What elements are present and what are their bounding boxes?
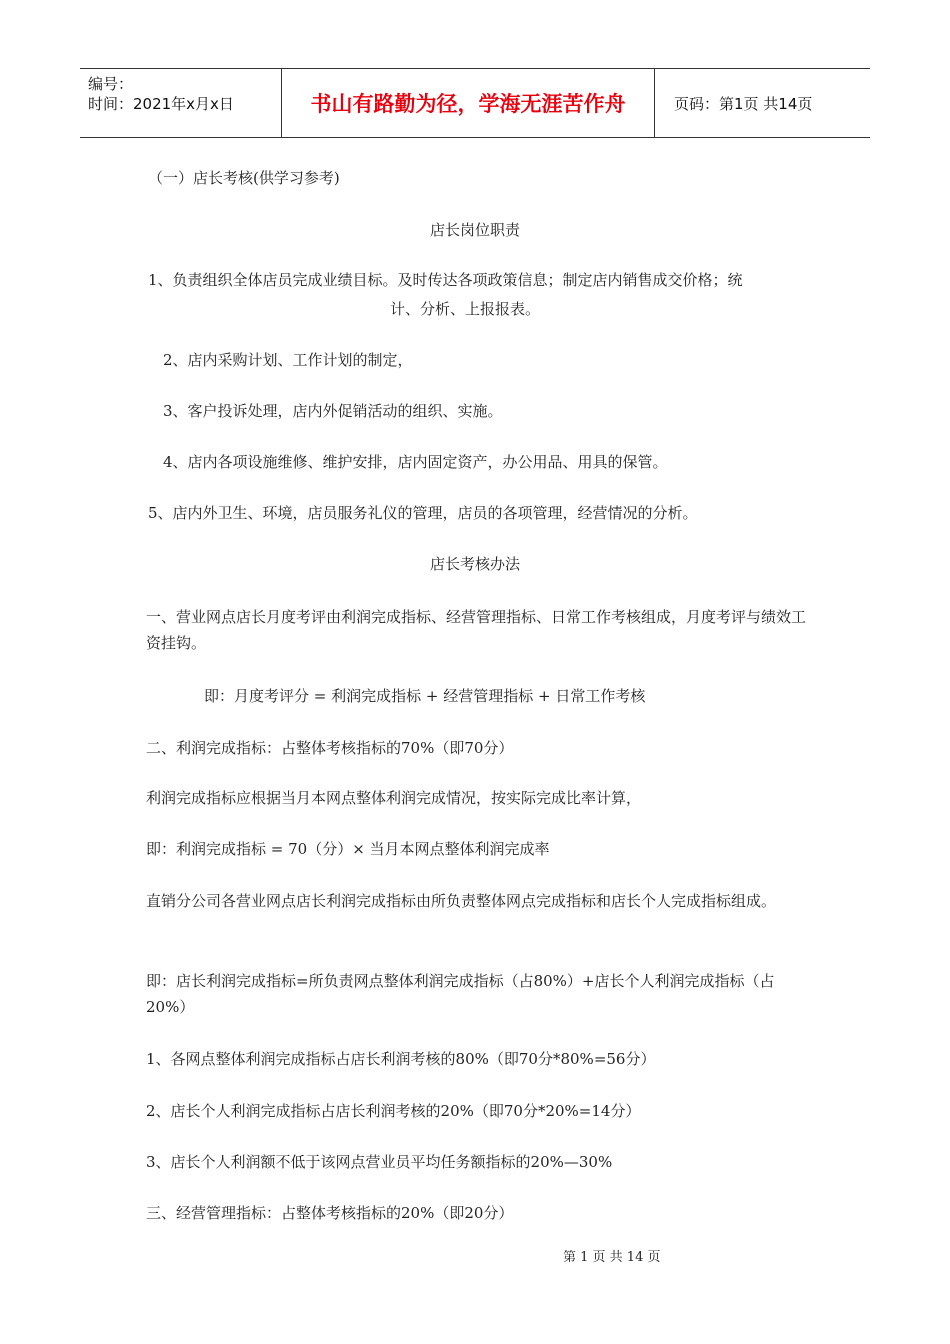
header-meta bbox=[80, 69, 280, 137]
method-2: 二、利润完成指标：占整体考核指标的70%（即70分） bbox=[146, 739, 514, 757]
method-3: 三、经营管理指标：占整体考核指标的20%（即20分） bbox=[146, 1204, 514, 1222]
item-3: 3、店长个人利润额不低于该网点营业员平均任务额指标的20%—30% bbox=[146, 1153, 613, 1171]
page-header bbox=[80, 68, 870, 138]
header-motto: 书山有路勤为径，学海无涯苦作舟 bbox=[281, 69, 655, 137]
number-label: 编号： bbox=[88, 75, 134, 93]
footer-page-number: 第 1 页 共 14 页 bbox=[563, 1250, 661, 1265]
duties-title: 店长岗位职责 bbox=[429, 221, 520, 239]
header-page-info bbox=[664, 69, 870, 137]
duty-5: 5、店内外卫生、环境，店员服务礼仪的管理，店员的各项管理，经营情况的分析。 bbox=[148, 504, 698, 522]
method-1: 一、营业网点店长月度考评由利润完成指标、经营管理指标、日常工作考核组成，月度考评与绩效工资挂钩。 bbox=[146, 608, 807, 652]
item-1: 1、各网点整体利润完成指标占店长利润考核的80%（即70分*80%=56分） bbox=[146, 1050, 656, 1068]
method-2-desc: 利润完成指标应根据当月本网点整体利润完成情况，按实际完成比率计算， bbox=[146, 789, 642, 807]
page-info-text: 页码：第1页 共14页 bbox=[674, 94, 813, 113]
item-2: 2、店长个人利润完成指标占店长利润考核的20%（即70分*20%=14分） bbox=[146, 1102, 641, 1120]
duty-3: 3、客户投诉处理，店内外促销活动的组织、实施。 bbox=[163, 402, 503, 420]
method-1-formula: 即：月度考评分 = 利润完成指标 + 经营管理指标 + 日常工作考核 bbox=[204, 687, 646, 705]
duty-4: 4、店内各项设施维修、维护安排，店内固定资产，办公用品、用具的保管。 bbox=[163, 453, 668, 471]
duty-1-line-2: 计、分析、上报报表。 bbox=[390, 300, 541, 318]
section-title: （一）店长考核(供学习参考) bbox=[148, 169, 340, 187]
method-2-composition: 直销分公司各营业网点店长利润完成指标由所负责整体网点完成指标和店长个人完成指标组成。 bbox=[146, 892, 777, 910]
method-2-composition-formula: 即：店长利润完成指标=所负责网点整体利润完成指标（占80%）+店长个人利润完成指标（占20%） bbox=[146, 972, 775, 1016]
duty-1-line-1: 1、负责组织全体店员完成业绩目标。及时传达各项政策信息；制定店内销售成交价格；统 bbox=[148, 271, 743, 289]
method-2-formula: 即：利润完成指标 = 70（分）× 当月本网点整体利润完成率 bbox=[146, 840, 550, 858]
time-label: 时间：2021年x月x日 bbox=[88, 95, 234, 113]
method-title: 店长考核办法 bbox=[429, 555, 520, 573]
duty-2: 2、店内采购计划、工作计划的制定， bbox=[163, 351, 413, 369]
